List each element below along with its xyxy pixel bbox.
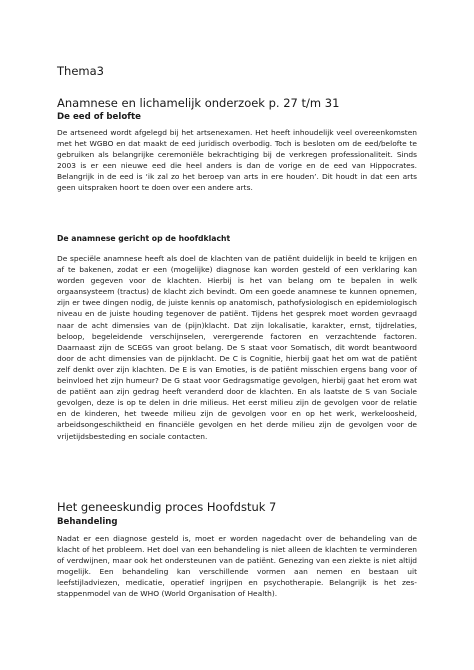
section-heading-geneeskundig: Het geneeskundig proces Hoofdstuk 7 <box>57 500 277 514</box>
document-title: Thema3 <box>57 64 104 78</box>
paragraph-eed: De artseneed wordt afgelegd bij het artsenexamen. Het heeft inhoudelijk veel overeenkomsten met het WGBO en dat maakt de eed juridisch overbodig. Toch is besloten om de eed/belofte te gebruiken als belangrijke ceremoniële bekrachtiging bij de verkregen professionaliteit. Sinds 2003 is er een nieuwe eed die heel anders is dan de vorige en de eed van Hippocrates. Belangrijk in de eed is ‘ik zal zo het beroep van arts in ere houden’. Dit houdt in dat een arts geen uitspraken hoort te doen over een andere arts. <box>57 128 417 193</box>
subheading-hoofdklacht: De anamnese gericht op de hoofdklacht <box>57 234 231 243</box>
subheading-behandeling: Behandeling <box>57 517 118 527</box>
paragraph-behandeling: Nadat er een diagnose gesteld is, moet er worden nagedacht over de behandeling van de klacht of het probleem. Het doel van een behandeling is niet alleen de klachten te verminderen of verdwijnen, maar ook het ondersteunen van de patiënt. Genezing van een ziekte is niet altijd mogelijk. Een behandeling kan verschillende vormen aan nemen en bestaan uit leefstijladviezen, medicatie, operatief ingrijpen en psychotherapie. Belangrijk is het zes-stappenmodel van de WHO (World Organisation of Health). <box>57 534 417 599</box>
section-heading-anamnese: Anamnese en lichamelijk onderzoek p. 27 t/m 31 <box>57 96 340 110</box>
paragraph-hoofdklacht: De speciële anamnese heeft als doel de klachten van de patiënt duidelijk in beeld te krijgen en af te bakenen, zodat er een (mogelijke) diagnose kan worden gesteld of een verklaring kan worden gegeven voor de klachten. Hierbij is het van belang om te bepalen in welk orgaansysteem (tractus) de klacht zich bevindt. Om een goede anamnese te kunnen opnemen, zijn er twee dingen nodig, de juiste kennis op anatomisch, pathofysiologisch en epidemiologisch niveau en de juiste houding tegenover de patiënt. Tijdens het gesprek moet worden gevraagd naar de acht dimensies van de (pijn)klacht. Dat zijn lokalisatie, karakter, ernst, tijdrelaties, beloop, begeleidende verschijnselen, verergerende factoren en verzachtende factoren. Daarnaast zijn de SCEGS van groot belang. De S staat voor Somatisch, dit wordt beantwoord door de acht dimensies van de pijnklacht. De C is Cognitie, hierbij gaat het om wat de patiënt zelf denkt over zijn klachten. De E is van Emoties, is de patiënt misschien ergens bang voor of beinvloed het zijn humeur? De G staat voor Gedragsmatige gevolgen, hierbij gaat het erom wat de patiënt aan zijn gedrag heeft veranderd door de klachten. En als laatste de S van Sociale gevolgen, deze is op te delen in drie milieus. Het eerst milieu zijn de gevolgen voor de relatie en de kinderen, het tweede milieu zijn de gevolgen voor en op het werk, werkeloosheid, arbeidsongeschiktheid en financiële gevolgen en het derde milieu zijn de gevolgen voor de vrijetijdsbesteding en sociale contacten. <box>57 254 417 441</box>
subheading-eed: De eed of belofte <box>57 112 141 122</box>
